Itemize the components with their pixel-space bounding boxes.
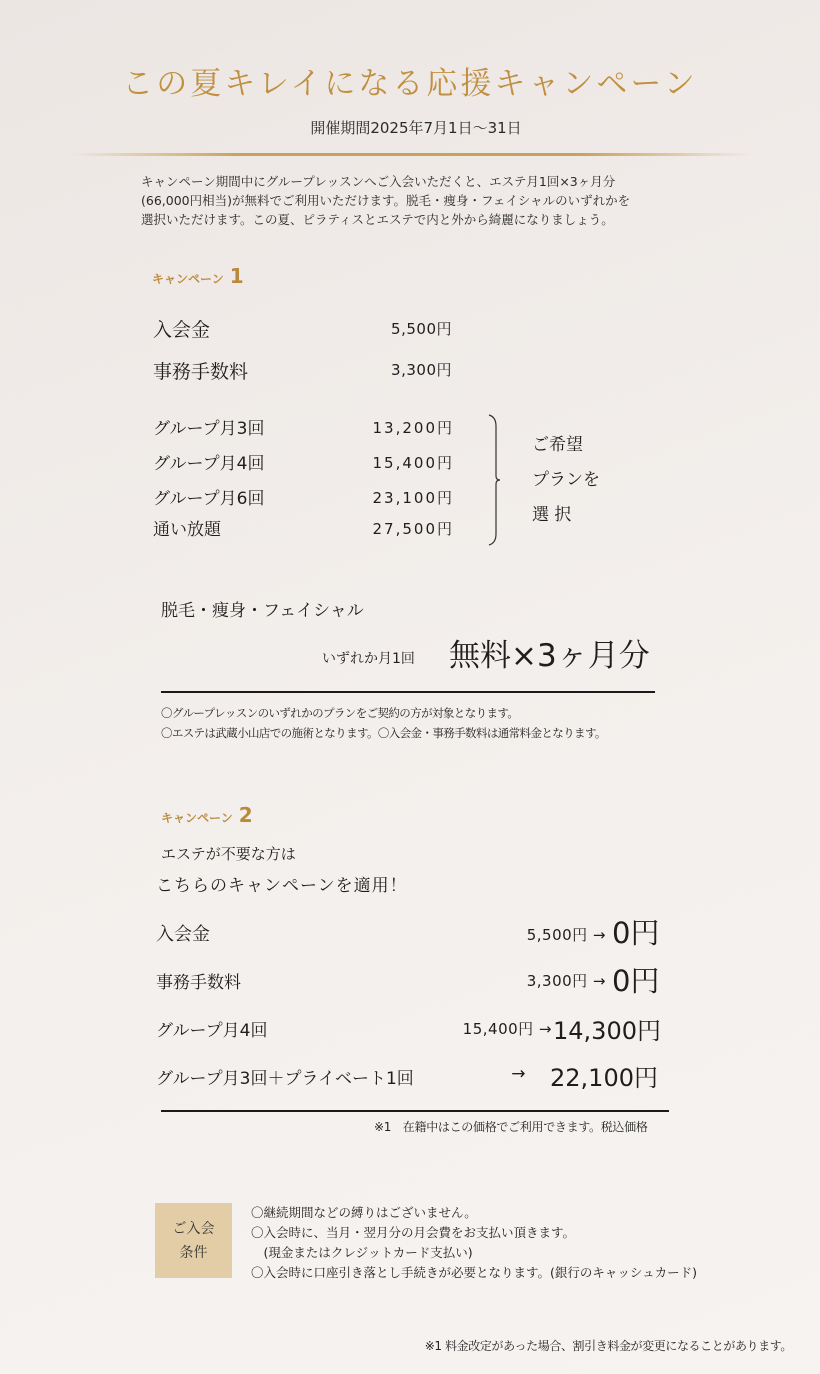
campaign2-row-label: 事務手数料 (156, 973, 241, 993)
esthe-frequency: いずれか月1回 (322, 651, 415, 667)
campaign2-heading (161, 803, 253, 827)
plan-price: 13,200円 (372, 419, 454, 437)
campaign1-note: 〇エステは武蔵小山店での施術となります。〇入会金・事務手数料は通常料金となります。 (161, 726, 606, 740)
campaign1-number: 1 (229, 264, 244, 288)
intro-line: 選択いただけます。この夏、ピラティスとエステで内と外から綺麗になりましょう。 (141, 212, 614, 227)
condition-item: 〇入会時に口座引き落とし手続きが必要となります。(銀行のキャッシュカード) (251, 1265, 698, 1280)
conditions-badge-line: ご入会 (172, 1220, 215, 1237)
plan-label: 通い放題 (153, 520, 221, 540)
campaign2-row-label: 入会金 (156, 924, 210, 945)
campaign2-row-to: 0円 (612, 964, 660, 998)
fee-label-admin: 事務手数料 (153, 361, 249, 383)
select-text-line: 選 択 (532, 505, 572, 525)
campaign2-subtitle: こちらのキャンペーンを適用！ (156, 876, 408, 896)
plan-price: 15,400円 (372, 454, 454, 472)
campaign2-row-label: グループ月4回 (156, 1021, 268, 1041)
intro-text (141, 172, 701, 229)
condition-item: 〇継続期間などの縛りはございません。 (251, 1205, 477, 1220)
campaign1-label: キャンペーン (152, 272, 224, 286)
plan-label: グループ月3回 (153, 419, 265, 439)
campaign2-footnote: ※1 在籍中はこの価格でご利用できます。税込価格 (374, 1120, 648, 1134)
campaign2-subtitle: エステが不要な方は (161, 845, 296, 863)
fee-label-entry: 入会金 (153, 319, 211, 341)
intro-line: キャンペーン期間中にグループレッスンへご入会いただくと、エステ月1回×3ヶ月分 (141, 174, 616, 189)
campaign2-row-from: → (511, 1064, 526, 1084)
campaign1-divider (161, 691, 655, 693)
intro-line: (66,000円相当)が無料でご利用いただけます。脱毛・痩身・フェイシャルのいずれかを (141, 193, 631, 208)
conditions-list (251, 1203, 697, 1283)
plan-label: グループ月4回 (153, 454, 265, 474)
select-text-line: プランを (532, 470, 600, 490)
plan-bracket (488, 414, 502, 546)
plan-price: 27,500円 (372, 520, 454, 538)
condition-item: 〇入会時に、当月・翌月分の月会費をお支払い頂きます。 (251, 1225, 576, 1240)
campaign2-row-to: 14,300円 (553, 1017, 661, 1045)
campaign2-divider (161, 1110, 669, 1112)
select-text-line: ご希望 (532, 435, 583, 455)
campaign-title: この夏キレイになる応援キャンペーン (122, 66, 698, 102)
esthe-types: 脱毛・痩身・フェイシャル (161, 601, 364, 621)
gold-divider (70, 153, 750, 156)
campaign-period: 開催期間2025年7月1日〜31日 (310, 119, 522, 137)
campaign1-heading (152, 264, 244, 288)
campaign2-row-from: 15,400円 → (462, 1020, 552, 1038)
conditions-badge-line: 条件 (179, 1244, 208, 1261)
campaign2-row-from: 5,500円 → (526, 926, 606, 944)
footer-note: ※1 料金改定があった場合、割引き料金が変更になることがあります。 (424, 1339, 792, 1353)
campaign2-row-to: 22,100円 (550, 1064, 658, 1092)
plan-label: グループ月6回 (153, 489, 265, 509)
campaign2-row-label: グループ月3回＋プライベート1回 (156, 1069, 414, 1089)
fee-price-entry: 5,500円 (391, 320, 452, 338)
conditions-badge (155, 1203, 232, 1278)
campaign2-label: キャンペーン (161, 811, 233, 825)
fee-price-admin: 3,300円 (391, 361, 452, 379)
campaign2-number: 2 (238, 803, 253, 827)
campaign2-row-from: 3,300円 → (526, 972, 606, 990)
plan-price: 23,100円 (372, 489, 454, 507)
campaign1-note: 〇グループレッスンのいずれかのプランをご契約の方が対象となります。 (161, 706, 519, 720)
condition-item: (現金またはクレジットカード支払い) (251, 1245, 473, 1260)
campaign2-row-to: 0円 (612, 916, 660, 950)
esthe-free-offer: 無料×3ヶ月分 (449, 638, 650, 674)
